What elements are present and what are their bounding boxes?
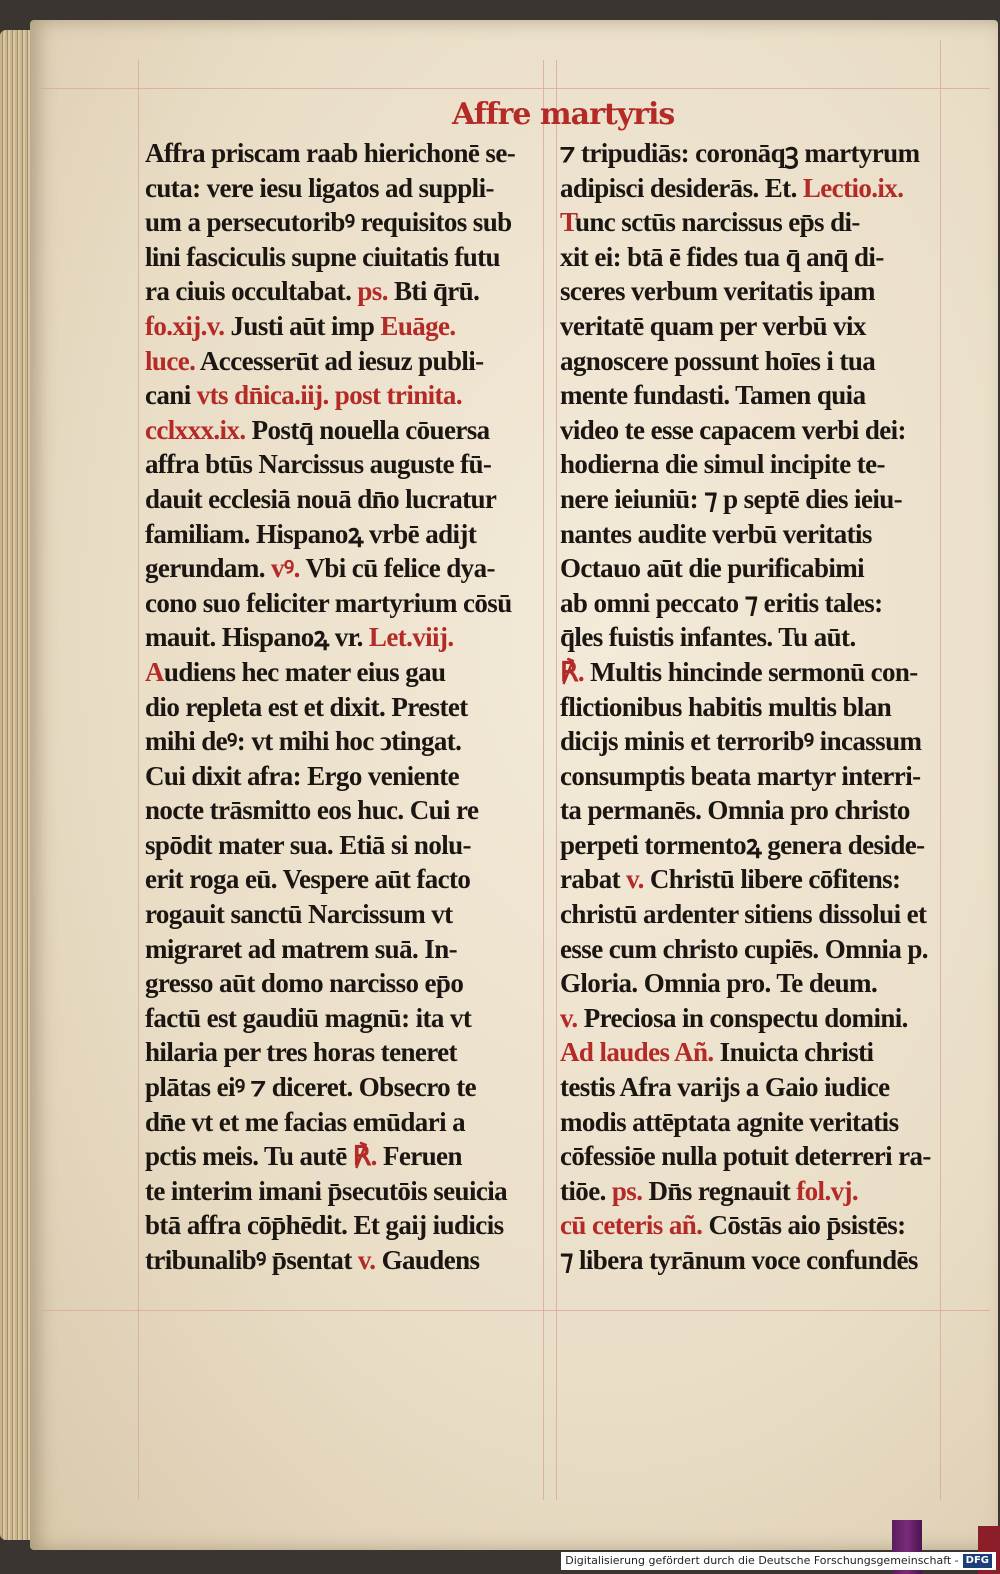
text-line bbox=[145, 205, 535, 240]
body-text: mihi deꝰ: vt mihi hoc ↄtingat. bbox=[145, 726, 462, 757]
text-line bbox=[560, 1105, 940, 1140]
body-text: plātas eiꝰ ⁊ diceret. Obsecro te bbox=[145, 1072, 476, 1103]
rubric-text: ℟. bbox=[560, 656, 585, 687]
rubric-text: cū ceteris añ. bbox=[560, 1210, 703, 1241]
body-text: tiōe. bbox=[560, 1175, 612, 1206]
text-line bbox=[145, 1070, 535, 1105]
body-text: sceres verbum veritatis ipam bbox=[560, 276, 875, 307]
left-column bbox=[145, 136, 535, 1278]
body-text: mauit. Hispanoꝝ vr. bbox=[145, 622, 369, 653]
body-text: rabat bbox=[560, 864, 627, 895]
rubric-text: ps. bbox=[611, 1175, 643, 1206]
body-text: Cōstās aio p̄sistēs: bbox=[702, 1210, 906, 1241]
body-text: Feruen bbox=[376, 1141, 462, 1172]
text-line bbox=[145, 1105, 535, 1140]
body-text: rogauit sanctū Narcissum vt bbox=[145, 899, 453, 930]
body-text: Octauo aūt die purificabimi bbox=[560, 553, 865, 584]
text-line bbox=[560, 551, 940, 586]
body-text: udiens hec mater eius gau bbox=[163, 656, 446, 687]
body-text: Bti q̄rū. bbox=[387, 276, 480, 307]
ruling-line bbox=[40, 88, 990, 89]
body-text: dio repleta est et dixit. Prestet bbox=[145, 691, 468, 722]
text-line bbox=[145, 724, 535, 759]
body-text: modis attēptata agnite veritatis bbox=[560, 1106, 899, 1137]
text-line bbox=[145, 482, 535, 517]
text-line bbox=[145, 344, 535, 379]
text-line bbox=[145, 551, 535, 586]
body-text: Postq̄ nouella cōuersa bbox=[245, 414, 490, 445]
rubric-text: v. bbox=[626, 864, 644, 895]
text-line bbox=[145, 759, 535, 794]
body-text: consumptis beata martyr interri- bbox=[560, 760, 921, 791]
body-text: Cui dixit afra: Ergo veniente bbox=[145, 760, 460, 791]
text-line bbox=[145, 932, 535, 967]
text-line bbox=[145, 517, 535, 552]
text-line bbox=[560, 1139, 940, 1174]
body-text: ta permanēs. Omnia pro christo bbox=[560, 795, 910, 826]
text-line bbox=[145, 828, 535, 863]
text-line bbox=[560, 1243, 940, 1278]
text-line bbox=[145, 620, 535, 655]
text-line bbox=[145, 378, 535, 413]
body-text: btā affra cōp̄hēdit. Et gaij iudicis bbox=[145, 1210, 504, 1241]
body-text: Dn̄s regnauit bbox=[642, 1175, 797, 1206]
text-line bbox=[145, 897, 535, 932]
rubric-text: Lectio.ix. bbox=[802, 172, 904, 203]
body-text: Accesserūt ad iesuz publi- bbox=[195, 345, 484, 376]
body-text: ⁊ libera tyrānum voce confundēs bbox=[560, 1245, 918, 1275]
body-text: ab omni peccato ⁊ eritis tales: bbox=[560, 587, 883, 618]
text-line bbox=[560, 828, 940, 863]
body-text: nantes audite verbū veritatis bbox=[560, 518, 872, 549]
text-line bbox=[560, 447, 940, 482]
text-line bbox=[560, 205, 940, 240]
text-line bbox=[145, 274, 535, 309]
rubric-text: Euāge. bbox=[380, 310, 456, 341]
credit-text: Digitalisierung gefördert durch die Deutsche Forschungsgemeinschaft - bbox=[565, 1554, 959, 1567]
text-line bbox=[560, 793, 940, 828]
text-line bbox=[560, 690, 940, 725]
rubric-text: ℟. bbox=[352, 1141, 377, 1172]
body-text: familiam. Hispanoꝝ vrbē adijt bbox=[145, 518, 477, 549]
body-text: Vbi cū felice dya- bbox=[299, 553, 495, 584]
text-line bbox=[560, 413, 940, 448]
body-text: mente fundasti. Tamen quia bbox=[560, 380, 866, 411]
body-text: Christū libere cōfitens: bbox=[643, 864, 901, 895]
body-text: Affra priscam raab hierichonē se- bbox=[145, 138, 516, 168]
ruling-line bbox=[40, 1310, 990, 1311]
body-text: gerundam. bbox=[145, 553, 272, 584]
rubric-text: fo.xij.v. bbox=[145, 310, 225, 341]
body-text: Multis hincinde sermonū con- bbox=[584, 656, 918, 687]
text-line bbox=[560, 1208, 940, 1243]
text-line bbox=[560, 136, 940, 171]
body-text: xit ei: btā ē fides tua q̄ anq̄ di- bbox=[560, 241, 884, 272]
running-header: Affre martyris bbox=[452, 97, 675, 132]
body-text: adipisci desiderās. Et. bbox=[560, 172, 803, 203]
body-text: lini fasciculis supne ciuitatis futu bbox=[145, 241, 500, 272]
digitization-credit bbox=[561, 1552, 996, 1570]
dfg-logo: DFG bbox=[963, 1554, 992, 1568]
rubric-text: vꝰ. bbox=[271, 553, 300, 584]
text-line bbox=[560, 482, 940, 517]
rubric-text: luce. bbox=[145, 345, 196, 376]
body-text: perpeti tormentoꝝ genera deside- bbox=[560, 829, 925, 860]
text-line bbox=[560, 517, 940, 552]
text-line bbox=[560, 932, 940, 967]
text-line bbox=[145, 862, 535, 897]
body-text: christū ardenter sitiens dissolui et bbox=[560, 899, 927, 930]
body-text: te interim imani p̄secutōis seuicia bbox=[145, 1175, 508, 1206]
body-text: Justi aūt imp bbox=[224, 310, 381, 341]
body-text: Preciosa in conspectu domini. bbox=[577, 1002, 908, 1033]
body-text: spōdit mater sua. Etiā si nolu- bbox=[145, 829, 471, 860]
text-line bbox=[560, 724, 940, 759]
text-line bbox=[145, 240, 535, 275]
text-line bbox=[145, 413, 535, 448]
text-line bbox=[145, 1174, 535, 1209]
rubric-text: Ad laudes Añ. bbox=[560, 1037, 714, 1068]
rubric-text: ps. bbox=[357, 276, 388, 307]
text-line bbox=[560, 655, 940, 690]
body-text: video te esse capacem verbi dei: bbox=[560, 414, 906, 445]
body-text: cuta: vere iesu ligatos ad suppli- bbox=[145, 172, 494, 203]
body-text: hodierna die simul incipite te- bbox=[560, 449, 885, 480]
ruling-line bbox=[543, 60, 544, 1500]
text-line bbox=[560, 759, 940, 794]
text-line bbox=[560, 171, 940, 206]
right-column bbox=[560, 136, 940, 1278]
text-line bbox=[560, 1035, 940, 1070]
body-text: pctis meis. Tu autē bbox=[145, 1141, 353, 1172]
text-line bbox=[560, 378, 940, 413]
body-text: agnoscere possunt hoīes i tua bbox=[560, 345, 876, 376]
body-text: nere ieiuniū: ⁊ p septē dies ieiu- bbox=[560, 483, 903, 514]
body-text: q̄les fuistis infantes. Tu aūt. bbox=[560, 622, 856, 653]
text-line bbox=[145, 655, 535, 690]
ruling-line bbox=[138, 60, 139, 1500]
body-text: dn̄e vt et me facias emūdari a bbox=[145, 1106, 466, 1137]
rubric-text: A bbox=[145, 656, 164, 687]
text-line bbox=[145, 1035, 535, 1070]
body-text: flictionibus habitis multis blan bbox=[560, 691, 892, 722]
body-text: hilaria per tres horas teneret bbox=[145, 1037, 457, 1068]
body-text: erit roga eū. Vespere aūt facto bbox=[145, 864, 471, 895]
body-text: Inuicta christi bbox=[713, 1037, 874, 1068]
text-line bbox=[145, 1139, 535, 1174]
text-line bbox=[145, 1208, 535, 1243]
body-text: dicijs minis et terroribꝰ incassum bbox=[560, 726, 922, 757]
text-line bbox=[145, 793, 535, 828]
rubric-text: Let.viij. bbox=[368, 622, 454, 653]
text-line bbox=[145, 1243, 535, 1278]
body-text: veritatē quam per verbū vix bbox=[560, 310, 866, 341]
body-text: um a persecutoribꝰ requisitos sub bbox=[145, 207, 512, 238]
text-line bbox=[560, 1001, 940, 1036]
text-line bbox=[560, 309, 940, 344]
text-line bbox=[560, 862, 940, 897]
text-line bbox=[560, 240, 940, 275]
body-text: ra ciuis occultabat. bbox=[145, 276, 358, 307]
text-line bbox=[560, 620, 940, 655]
text-line bbox=[145, 309, 535, 344]
body-text: ⁊ tripudiās: coronāqꝫ martyrum bbox=[560, 138, 920, 168]
body-text: cani bbox=[145, 380, 197, 411]
rubric-text: cclxxx.ix. bbox=[145, 414, 246, 445]
body-text: nocte trāsmitto eos huc. Cui re bbox=[145, 795, 479, 826]
rubric-text: v. bbox=[357, 1245, 376, 1275]
body-text: affra btūs Narcissus auguste fū- bbox=[145, 449, 492, 480]
body-text: tribunalibꝰ p̄sentat bbox=[145, 1245, 358, 1275]
body-text: migraret ad matrem suā. In- bbox=[145, 933, 458, 964]
body-text: esse cum christo cupiēs. Omnia p. bbox=[560, 933, 928, 964]
text-line bbox=[560, 274, 940, 309]
rubric-text: v. bbox=[560, 1002, 578, 1033]
body-text: factū est gaudiū magnū: ita vt bbox=[145, 1002, 472, 1033]
body-text: Gaudens bbox=[375, 1245, 480, 1275]
body-text: unc sctūs narcissus ep̄s di- bbox=[574, 207, 860, 238]
text-line bbox=[145, 136, 535, 171]
rubric-text: vts dn̄ica.iij. post trinita. bbox=[196, 380, 462, 411]
text-line bbox=[560, 897, 940, 932]
text-line bbox=[145, 586, 535, 621]
ruling-line bbox=[940, 40, 941, 1500]
text-line bbox=[145, 1001, 535, 1036]
text-line bbox=[560, 966, 940, 1001]
text-line bbox=[560, 586, 940, 621]
body-text: Gloria. Omnia pro. Te deum. bbox=[560, 968, 878, 999]
text-line bbox=[145, 690, 535, 725]
body-text: cōfessiōe nulla potuit deterreri ra- bbox=[560, 1141, 931, 1172]
body-text: gresso aūt domo narcisso ep̄o bbox=[145, 968, 464, 999]
text-line bbox=[560, 344, 940, 379]
body-text: cono suo feliciter martyrium cōsū bbox=[145, 587, 512, 618]
text-line bbox=[560, 1174, 940, 1209]
body-text: dauit ecclesiā nouā dn̄o lucratur bbox=[145, 483, 497, 514]
body-text: testis Afra varijs a Gaio iudice bbox=[560, 1072, 890, 1103]
rubric-text: T bbox=[560, 207, 575, 238]
text-line bbox=[145, 447, 535, 482]
ruling-line bbox=[556, 60, 557, 1500]
text-line bbox=[560, 1070, 940, 1105]
text-line bbox=[145, 966, 535, 1001]
rubric-text: fol.vj. bbox=[796, 1175, 859, 1206]
text-line bbox=[145, 171, 535, 206]
